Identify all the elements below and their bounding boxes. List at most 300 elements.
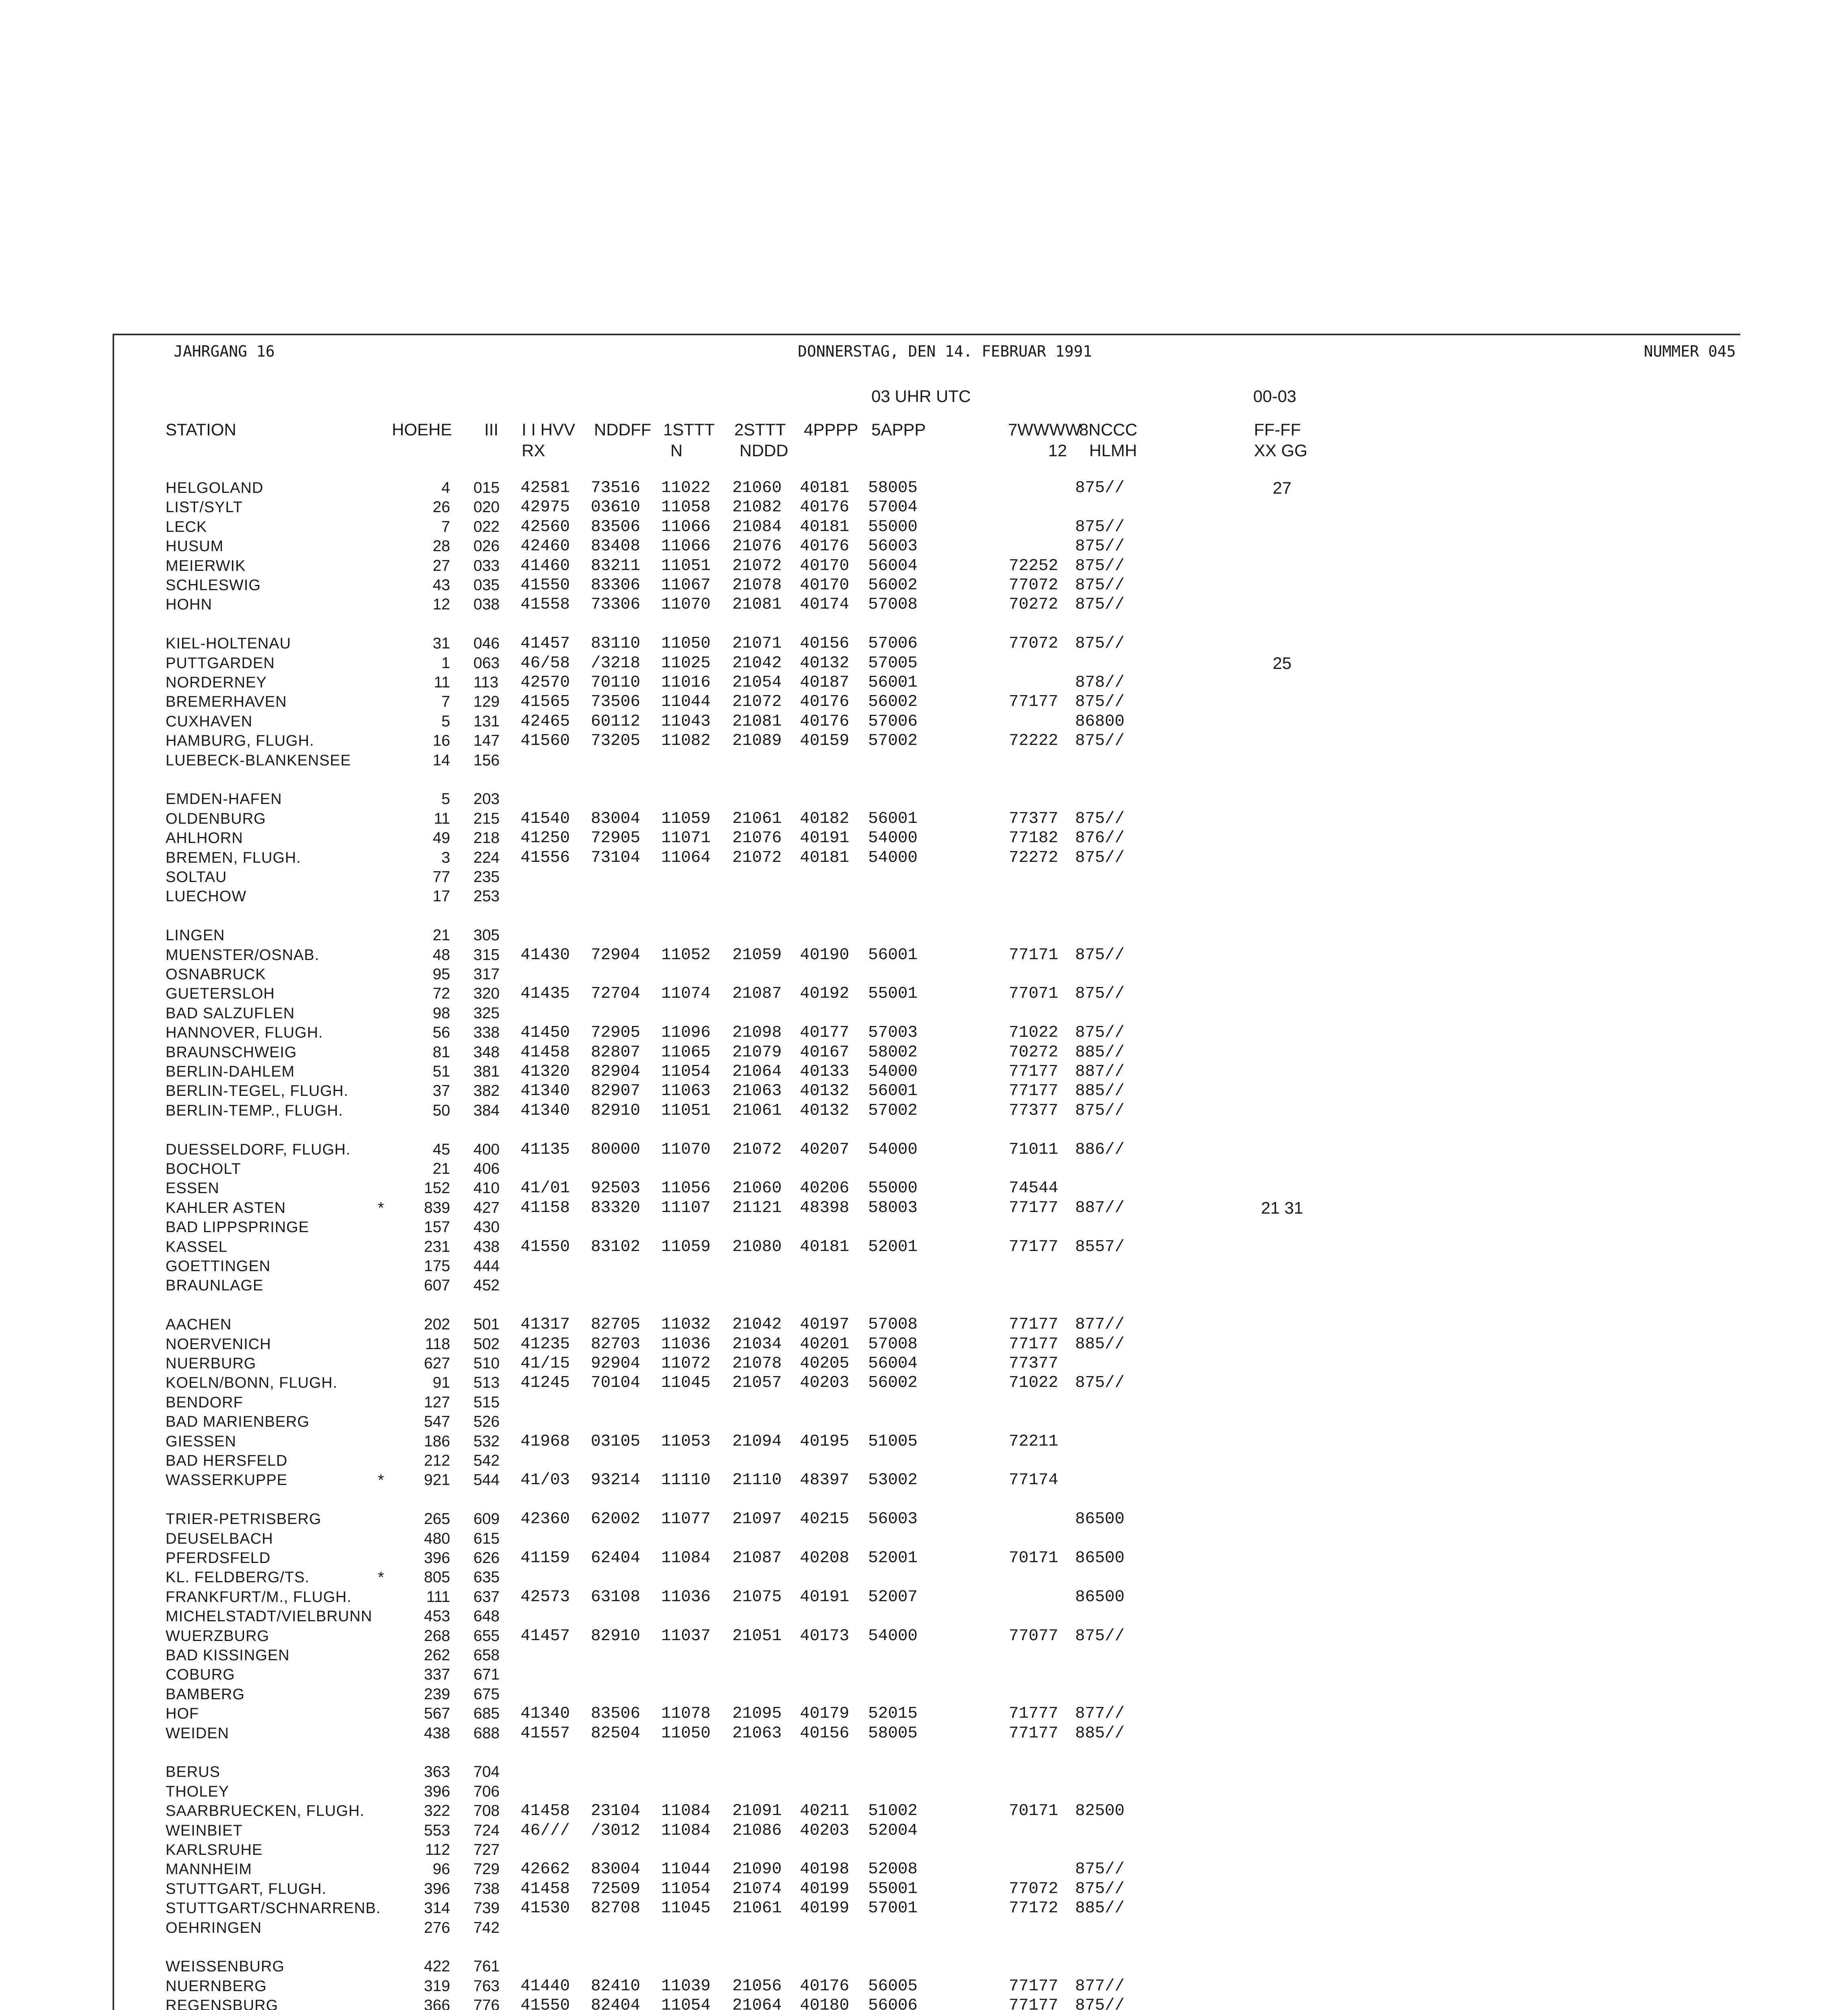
station-elevation: 51 xyxy=(432,1063,450,1080)
table-row xyxy=(0,1043,1848,1062)
table-row xyxy=(0,1801,1848,1821)
station-index: 438 xyxy=(473,1238,500,1255)
group-7: 77071 xyxy=(1009,984,1059,1003)
group-1: 41460 xyxy=(520,557,570,575)
group-8: 885// xyxy=(1075,1082,1125,1100)
group-2: 82910 xyxy=(591,1627,641,1645)
station-index: 382 xyxy=(473,1082,500,1099)
station-index: 688 xyxy=(473,1725,500,1742)
station-index: 655 xyxy=(473,1627,500,1645)
station-index: 675 xyxy=(473,1686,500,1703)
group-7: 71022 xyxy=(1009,1023,1059,1042)
group-1: 41320 xyxy=(520,1062,570,1081)
station-index: 452 xyxy=(473,1277,500,1294)
station-index: 761 xyxy=(473,1958,500,1975)
group-7: 77072 xyxy=(1009,1880,1059,1898)
station-name: HANNOVER, FLUGH. xyxy=(166,1024,323,1041)
group-5: 40199 xyxy=(800,1880,850,1898)
group-7: 72222 xyxy=(1009,732,1059,750)
group-4: 21056 xyxy=(732,1977,782,1996)
group-6: 57006 xyxy=(868,712,918,731)
group-5: 40180 xyxy=(800,1996,850,2010)
station-name: OEHRINGEN xyxy=(166,1920,262,1936)
group-6: 52008 xyxy=(868,1860,918,1879)
group-1: 41457 xyxy=(520,1627,570,1645)
group-2: /3218 xyxy=(591,654,641,673)
group-8: 875// xyxy=(1075,1627,1125,1645)
group-1: 41458 xyxy=(520,1043,570,1062)
group-4: 21072 xyxy=(732,849,782,867)
mountain-marker: * xyxy=(378,1471,384,1489)
table-row xyxy=(0,712,1848,731)
station-name: HOHN xyxy=(166,596,212,613)
group-5: 48397 xyxy=(800,1471,850,1489)
table-row xyxy=(0,946,1848,965)
group-2: 93214 xyxy=(591,1471,641,1489)
station-name: SAARBRUECKEN, FLUGH. xyxy=(166,1803,365,1819)
group-3: 11053 xyxy=(661,1432,711,1451)
group-4: 21061 xyxy=(732,810,782,828)
group-4: 21086 xyxy=(732,1821,782,1840)
group7-subheading: 12 xyxy=(1048,441,1067,460)
group-7: 77072 xyxy=(1009,576,1059,595)
station-name: LINGEN xyxy=(166,927,225,944)
group-3: 11043 xyxy=(661,712,711,731)
station-index: 706 xyxy=(473,1783,500,1800)
group-6: 56002 xyxy=(868,1374,918,1392)
station-elevation: 607 xyxy=(424,1277,450,1294)
group-4: 21064 xyxy=(732,1062,782,1081)
station-elevation: 37 xyxy=(432,1082,450,1099)
table-row xyxy=(0,1432,1848,1451)
group-4: 21078 xyxy=(732,576,782,595)
group-6: 56001 xyxy=(868,946,918,964)
group-7: 70272 xyxy=(1009,1043,1059,1062)
group-1: 42662 xyxy=(520,1860,570,1879)
group-6: 56004 xyxy=(868,557,918,575)
group-7: 72252 xyxy=(1009,557,1059,575)
group-6: 56006 xyxy=(868,1996,918,2010)
group-2: 83306 xyxy=(591,576,641,595)
group-7: 71011 xyxy=(1009,1140,1059,1159)
station-elevation: 11 xyxy=(434,674,450,691)
table-row xyxy=(0,517,1848,537)
station-name: WEINBIET xyxy=(166,1822,243,1839)
group-1: 41/01 xyxy=(520,1179,570,1198)
group-5: 40203 xyxy=(800,1821,850,1840)
table-row xyxy=(0,1237,1848,1257)
station-index: 235 xyxy=(473,868,500,886)
group-8: 875// xyxy=(1075,984,1125,1003)
group-1: 41540 xyxy=(520,810,570,828)
table-row xyxy=(0,1724,1848,1743)
group-7: 77177 xyxy=(1009,1082,1059,1100)
station-index: 325 xyxy=(473,1005,500,1022)
group-4: 21095 xyxy=(732,1704,782,1723)
group-6: 56003 xyxy=(868,537,918,556)
group-1: 41235 xyxy=(520,1335,570,1354)
station-index: 410 xyxy=(473,1179,500,1197)
station-index: 685 xyxy=(473,1705,500,1722)
group-8: 887// xyxy=(1075,1199,1125,1217)
group-7: 77377 xyxy=(1009,1101,1059,1120)
station-elevation: 26 xyxy=(432,498,450,516)
table-row xyxy=(0,1587,1848,1607)
group-4: 21063 xyxy=(732,1082,782,1100)
station-elevation: 363 xyxy=(424,1763,450,1780)
group-6: 56004 xyxy=(868,1354,918,1373)
group-7: 77177 xyxy=(1009,1199,1059,1217)
table-row xyxy=(0,1159,1848,1179)
group-8: 875// xyxy=(1075,1996,1125,2010)
group-3: 11071 xyxy=(661,829,711,847)
station-name: ESSEN xyxy=(166,1180,219,1197)
station-index: 046 xyxy=(473,635,500,652)
group-1: 42460 xyxy=(520,537,570,556)
station-index: 033 xyxy=(473,557,500,574)
table-row xyxy=(0,1373,1848,1393)
station-index: 635 xyxy=(473,1569,500,1586)
station-index: 022 xyxy=(473,518,500,535)
group-2: 83211 xyxy=(591,557,641,575)
group-5: 40133 xyxy=(800,1062,850,1081)
station-name: WUERZBURG xyxy=(166,1628,270,1645)
group-3: 11039 xyxy=(661,1977,711,1996)
station-index: 708 xyxy=(473,1802,500,1819)
group-8: 875// xyxy=(1075,634,1125,653)
group-4: 21072 xyxy=(732,693,782,711)
station-name: NORDERNEY xyxy=(166,674,267,691)
table-row xyxy=(0,926,1848,945)
station-elevation: 276 xyxy=(424,1919,450,1936)
table-row xyxy=(0,1782,1848,1801)
group-2: 72905 xyxy=(591,1023,641,1042)
group-8: 885// xyxy=(1075,1335,1125,1354)
station-elevation: 3 xyxy=(441,849,450,866)
group-8: 875// xyxy=(1075,1101,1125,1120)
group-8: 86500 xyxy=(1075,1549,1125,1567)
group-5: 40173 xyxy=(800,1627,850,1645)
group-7: 74544 xyxy=(1009,1179,1059,1198)
station-name: BOCHOLT xyxy=(166,1161,241,1177)
station-name: PFERDSFELD xyxy=(166,1550,271,1567)
group-2: 92503 xyxy=(591,1179,641,1198)
group-7: 77377 xyxy=(1009,810,1059,828)
group-3: 11052 xyxy=(661,946,711,964)
station-name: MICHELSTADT/VIELBRUNN xyxy=(166,1608,373,1625)
group-6: 54000 xyxy=(868,849,918,867)
group-2: 82708 xyxy=(591,1899,641,1918)
group-4: 21061 xyxy=(732,1101,782,1120)
station-elevation: 480 xyxy=(424,1530,450,1547)
station-name: WASSERKUPPE xyxy=(166,1472,288,1489)
group-6: 58005 xyxy=(868,1724,918,1743)
station-name: BAD LIPPSPRINGE xyxy=(166,1219,309,1236)
station-elevation: 4 xyxy=(441,479,450,496)
table-row xyxy=(0,576,1848,595)
group-1: 41556 xyxy=(520,849,570,867)
station-index: 739 xyxy=(473,1899,500,1917)
group-6: 56003 xyxy=(868,1510,918,1528)
group-4: 21057 xyxy=(732,1374,782,1392)
group-3: 11070 xyxy=(661,1140,711,1159)
table-row xyxy=(0,595,1848,614)
station-index: 430 xyxy=(473,1218,500,1236)
station-name: HOF xyxy=(166,1705,199,1722)
group3-subheading: N xyxy=(670,441,683,460)
group-5: 40211 xyxy=(800,1802,850,1820)
group-3: 11084 xyxy=(661,1549,711,1567)
group-5: 40132 xyxy=(800,654,850,673)
station-name: REGENSBURG xyxy=(166,1997,279,2010)
group-2: 83408 xyxy=(591,537,641,556)
station-name: KIEL-HOLTENAU xyxy=(166,635,291,652)
group-5: 40132 xyxy=(800,1082,850,1100)
group-5: 40174 xyxy=(800,595,850,614)
table-row xyxy=(0,965,1848,984)
station-name: BAD SALZUFLEN xyxy=(166,1005,295,1022)
group-2: 82907 xyxy=(591,1082,641,1100)
group3-heading: 1STTT xyxy=(663,420,715,439)
station-name: TRIER-PETRISBERG xyxy=(166,1511,322,1528)
group-4: 21042 xyxy=(732,654,782,673)
group-3: 11054 xyxy=(661,1996,711,2010)
station-index: 729 xyxy=(473,1860,500,1878)
table-row xyxy=(0,1315,1848,1334)
station-elevation: 21 xyxy=(432,1160,450,1177)
table-row xyxy=(0,887,1848,906)
group-5: 40199 xyxy=(800,1899,850,1918)
table-row xyxy=(0,654,1848,673)
group-5: 40181 xyxy=(800,518,850,536)
station-name: OLDENBURG xyxy=(166,810,266,827)
group-8: 875// xyxy=(1075,1880,1125,1898)
station-elevation: 98 xyxy=(432,1005,450,1022)
group-3: 11070 xyxy=(661,595,711,614)
group-6: 57001 xyxy=(868,1899,918,1918)
group-4: 21076 xyxy=(732,537,782,556)
station-name: BRAUNLAGE xyxy=(166,1277,264,1294)
group-7: 77177 xyxy=(1009,1238,1059,1256)
station-name: BENDORF xyxy=(166,1394,243,1411)
group-2: 63108 xyxy=(591,1588,641,1606)
group-5: 40195 xyxy=(800,1432,850,1451)
table-row xyxy=(0,1004,1848,1023)
group-7: 77182 xyxy=(1009,829,1059,847)
group-8: 886// xyxy=(1075,1140,1125,1159)
table-row xyxy=(0,790,1848,809)
table-row xyxy=(0,556,1848,576)
station-elevation: 396 xyxy=(424,1783,450,1800)
station-index: 147 xyxy=(473,732,500,749)
station-elevation: 366 xyxy=(424,1997,450,2010)
station-elevation: 43 xyxy=(432,576,450,594)
station-elevation: 7 xyxy=(441,518,450,535)
group-8: 86500 xyxy=(1075,1510,1125,1528)
group-3: 11077 xyxy=(661,1510,711,1528)
station-name: BAMBERG xyxy=(166,1686,245,1703)
group-5: 40181 xyxy=(800,479,850,497)
group-2: 82705 xyxy=(591,1315,641,1334)
table-row xyxy=(0,498,1848,517)
group-7: 77174 xyxy=(1009,1471,1059,1489)
group-7: 70171 xyxy=(1009,1549,1059,1567)
group-2: 92904 xyxy=(591,1354,641,1373)
table-row xyxy=(0,809,1848,829)
group-5: 40203 xyxy=(800,1374,850,1392)
station-elevation: 202 xyxy=(424,1316,450,1333)
station-index: 338 xyxy=(473,1024,500,1041)
group-1: 41245 xyxy=(520,1374,570,1392)
station-index: 131 xyxy=(473,713,500,730)
group-6: 57008 xyxy=(868,1315,918,1334)
table-row xyxy=(0,1762,1848,1782)
group-4: 21072 xyxy=(732,557,782,575)
group-7: 71022 xyxy=(1009,1374,1059,1392)
group-6: 56001 xyxy=(868,1082,918,1100)
station-elevation: 127 xyxy=(424,1394,450,1411)
station-name: KAHLER ASTEN xyxy=(166,1200,286,1216)
station-index: 544 xyxy=(473,1471,500,1489)
group-2: 83506 xyxy=(591,1704,641,1723)
hoehe-heading: HOEHE xyxy=(392,420,452,439)
group-4: 21075 xyxy=(732,1588,782,1606)
wind-gust: 25 xyxy=(1272,654,1292,673)
station-name: GOETTINGEN xyxy=(166,1258,271,1275)
station-name: KARLSRUHE xyxy=(166,1842,263,1858)
station-index: 742 xyxy=(473,1919,500,1936)
group-5: 40176 xyxy=(800,693,850,711)
group-4: 21087 xyxy=(732,1549,782,1567)
group-8: 875// xyxy=(1075,479,1125,497)
station-elevation: 31 xyxy=(432,635,450,652)
group-2: 72704 xyxy=(591,984,641,1003)
station-index: 501 xyxy=(473,1316,500,1333)
table-row xyxy=(0,478,1848,498)
station-name: BAD HERSFELD xyxy=(166,1452,288,1469)
group-3: 11045 xyxy=(661,1899,711,1918)
table-row xyxy=(0,731,1848,751)
station-name: WEISSENBURG xyxy=(166,1958,285,1975)
station-elevation: 28 xyxy=(432,537,450,555)
group-2: 60112 xyxy=(591,712,641,731)
station-name: BREMERHAVEN xyxy=(166,693,287,710)
group-6: 58003 xyxy=(868,1199,918,1217)
group-6: 53002 xyxy=(868,1471,918,1489)
group-5: 40197 xyxy=(800,1315,850,1334)
table-row xyxy=(0,1393,1848,1412)
group-1: 41565 xyxy=(520,693,570,711)
group-1: 42581 xyxy=(520,479,570,497)
group-5: 40207 xyxy=(800,1140,850,1159)
group-4: 21121 xyxy=(732,1199,782,1217)
group-5: 40159 xyxy=(800,732,850,750)
table-row xyxy=(0,1879,1848,1899)
group-4: 21078 xyxy=(732,1354,782,1373)
station-elevation: 45 xyxy=(432,1141,450,1158)
group-8: 86800 xyxy=(1075,712,1125,731)
station-elevation: 175 xyxy=(424,1257,450,1275)
group-3: 11063 xyxy=(661,1082,711,1100)
station-elevation: 48 xyxy=(432,946,450,964)
group-3: 11037 xyxy=(661,1627,711,1645)
table-row xyxy=(0,1257,1848,1276)
group-3: 11058 xyxy=(661,498,711,517)
group8-heading: 8NCCC xyxy=(1079,420,1137,439)
station-name: LUEBECK-BLANKENSEE xyxy=(166,752,351,769)
group-8: 875// xyxy=(1075,576,1125,595)
station-elevation: 319 xyxy=(424,1977,450,1995)
group-7: 77177 xyxy=(1009,693,1059,711)
station-name: BAD KISSINGEN xyxy=(166,1647,290,1664)
group-2: 82910 xyxy=(591,1101,641,1120)
station-elevation: 396 xyxy=(424,1880,450,1897)
station-name: BREMEN, FLUGH. xyxy=(166,849,301,866)
group-6: 54000 xyxy=(868,1140,918,1159)
group-4: 21059 xyxy=(732,946,782,964)
group-7: 70171 xyxy=(1009,1802,1059,1820)
group-2: 82703 xyxy=(591,1335,641,1354)
group-2: 70104 xyxy=(591,1374,641,1392)
group-3: 11044 xyxy=(661,1860,711,1879)
table-row xyxy=(0,829,1848,848)
group8-subheading: HLMH xyxy=(1089,441,1137,460)
station-index: 348 xyxy=(473,1044,500,1061)
group-6: 57006 xyxy=(868,634,918,653)
group-7: 72211 xyxy=(1009,1432,1059,1451)
station-elevation: 322 xyxy=(424,1802,450,1819)
group-3: 11078 xyxy=(661,1704,711,1723)
group-6: 54000 xyxy=(868,1627,918,1645)
group-8: 8557/ xyxy=(1075,1238,1125,1256)
group-4: 21064 xyxy=(732,1996,782,2010)
station-index: 763 xyxy=(473,1977,500,1995)
station-index: 502 xyxy=(473,1335,500,1353)
table-row xyxy=(0,692,1848,712)
table-row xyxy=(0,1276,1848,1295)
group-5: 48398 xyxy=(800,1199,850,1217)
group-3: 11084 xyxy=(661,1802,711,1820)
group-3: 11025 xyxy=(661,654,711,673)
group-4: 21087 xyxy=(732,984,782,1003)
station-name: MEIERWIK xyxy=(166,558,246,574)
group-1: 41/15 xyxy=(520,1354,570,1373)
group-1: 42573 xyxy=(520,1588,570,1606)
group-4: 21081 xyxy=(732,712,782,731)
station-elevation: 5 xyxy=(441,790,450,808)
group-2: 82904 xyxy=(591,1062,641,1081)
time-utc-heading: 03 UHR UTC xyxy=(871,387,971,406)
station-elevation: 7 xyxy=(441,693,450,710)
group-5: 40176 xyxy=(800,1977,850,1996)
station-index: 129 xyxy=(473,693,500,710)
station-index: 637 xyxy=(473,1588,500,1606)
table-row xyxy=(0,1471,1848,1490)
group-2: 82404 xyxy=(591,1996,641,2010)
group-3: 11065 xyxy=(661,1043,711,1062)
group-7: 71777 xyxy=(1009,1704,1059,1723)
station-index: 513 xyxy=(473,1374,500,1391)
group-1: 41430 xyxy=(520,946,570,964)
station-index: 317 xyxy=(473,966,500,983)
group-4: 21098 xyxy=(732,1023,782,1042)
group-3: 11036 xyxy=(661,1588,711,1606)
group-5: 40187 xyxy=(800,673,850,692)
group-3: 11050 xyxy=(661,634,711,653)
table-row xyxy=(0,1977,1848,1996)
group-6: 55000 xyxy=(868,1179,918,1198)
group-6: 57002 xyxy=(868,732,918,750)
